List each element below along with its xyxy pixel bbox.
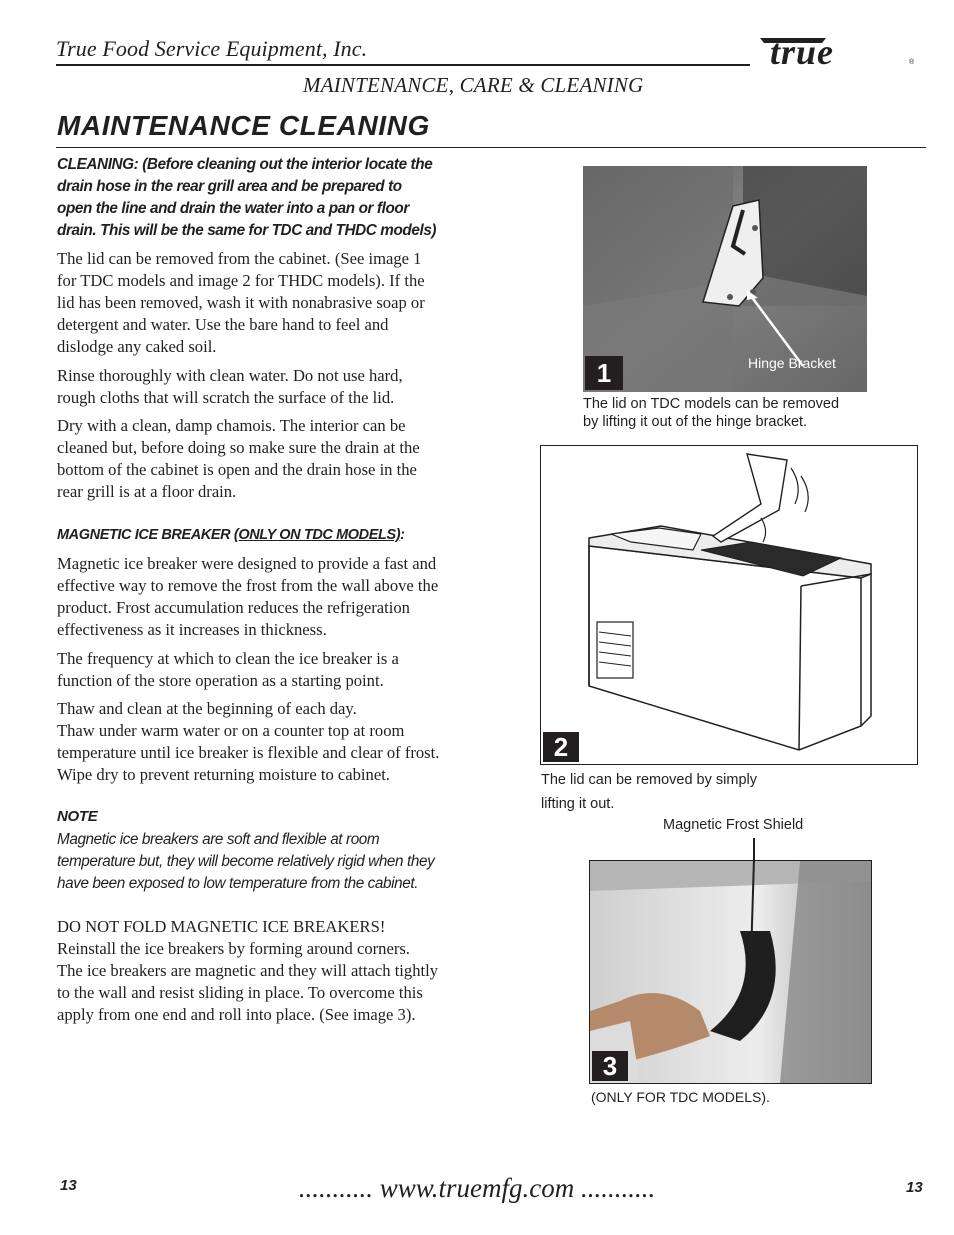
page-number-right: 13	[906, 1179, 923, 1196]
text-line: temperature but, they will become relatively rigid when they	[57, 853, 435, 870]
figure-1-label: Hinge Bracket	[748, 355, 836, 371]
text-line: The lid on TDC models can be removed	[583, 396, 840, 412]
text-line: Thaw and clean at the beginning of each day.	[57, 699, 357, 718]
text-line: product. Frost accumulation reduces the refrigeration	[57, 598, 410, 617]
figure-1-caption	[583, 395, 839, 431]
text-line: Wipe dry to prevent returning moisture to cabinet.	[57, 765, 390, 784]
text-line: lifting it out.	[541, 796, 615, 812]
cleaning-paragraph-1	[57, 248, 477, 358]
text-line: have been exposed to low temperature from the cabinet.	[57, 875, 419, 892]
text-line: for TDC models and image 2 for THDC models). If the	[57, 271, 425, 290]
text-line: Thaw under warm water or on a counter top at room	[57, 721, 405, 740]
text-line: Magnetic ice breakers are soft and flexible at room	[57, 831, 380, 848]
text-line: by lifting it out of the hinge bracket.	[583, 414, 808, 430]
text-line: Rinse thoroughly with clean water. Do not use hard,	[57, 366, 403, 385]
text-line: The lid can be removed by simply	[541, 772, 757, 788]
cleaning-heading	[57, 154, 477, 242]
ice-breaker-heading-colon: :	[400, 527, 405, 543]
cleaning-paragraph-3	[57, 415, 477, 503]
figure-3-photo	[589, 860, 872, 1084]
text-line: cleaned but, before doing so make sure the drain at the	[57, 438, 420, 457]
figure-3-number: 3	[592, 1051, 628, 1081]
text-line: rear grill is at a floor drain.	[57, 482, 237, 501]
section-subtitle: MAINTENANCE, CARE & CLEANING	[303, 73, 644, 97]
cleaning-paragraph-2	[57, 365, 477, 409]
text-line: The lid can be removed from the cabinet. (See image 1	[57, 249, 422, 268]
text-line: drain hose in the rear grill area and be prepared to	[57, 178, 402, 195]
text-line: CLEANING: (Before cleaning out the interior locate the	[57, 156, 433, 173]
ice-breaker-paragraph-2	[57, 648, 477, 692]
text-line: DO NOT FOLD MAGNETIC ICE BREAKERS!	[57, 917, 386, 936]
figure-1-photo	[583, 166, 867, 392]
note-body	[57, 829, 487, 895]
text-line: drain. This will be the same for TDC and THDC models)	[57, 222, 437, 239]
text-line: lid has been removed, wash it with nonabrasive soap or	[57, 293, 425, 312]
svg-text:®: ®	[909, 59, 915, 66]
text-line: bottom of the cabinet is open and the drain hose in the	[57, 460, 417, 479]
ice-breaker-heading-underlined: (ONLY ON TDC MODELS)	[233, 527, 401, 543]
company-name: True Food Service Equipment, Inc.	[56, 36, 368, 61]
final-paragraph	[57, 916, 487, 1026]
header-rule	[56, 64, 750, 66]
text-line: Dry with a clean, damp chamois. The interior can be	[57, 416, 406, 435]
ice-breaker-paragraph-1	[57, 553, 477, 641]
figure-3-caption: (ONLY FOR TDC MODELS).	[591, 1089, 770, 1105]
page-title: MAINTENANCE CLEANING	[57, 110, 430, 141]
figure-3-label: Magnetic Frost Shield	[663, 817, 804, 833]
text-line: detergent and water. Use the bare hand to feel and	[57, 315, 389, 334]
text-line: The ice breakers are magnetic and they will attach tightly	[57, 961, 439, 980]
page-number-left: 13	[60, 1177, 77, 1194]
text-line: rough cloths that will scratch the surface of the lid.	[57, 388, 395, 407]
text-line: temperature until ice breaker is flexible and clear of frost.	[57, 743, 440, 762]
text-line: dislodge any caked soil.	[57, 337, 217, 356]
figure-1-number: 1	[585, 356, 623, 390]
footer-url[interactable]: ........... www.truemfg.com ...........	[298, 1173, 656, 1203]
figure-2-number: 2	[543, 732, 579, 762]
ice-breaker-paragraph-3	[57, 698, 477, 786]
true-logo	[752, 30, 918, 72]
text-line: open the line and drain the water into a pan or floor	[57, 200, 409, 217]
figure-2-illustration	[540, 445, 918, 765]
text-line: effectiveness as it increases in thickness.	[57, 620, 327, 639]
text-line: The frequency at which to clean the ice breaker is a	[57, 649, 399, 668]
text-line: apply from one end and roll into place. (See image 3).	[57, 1005, 416, 1024]
text-line: Magnetic ice breaker were designed to provide a fast and	[57, 554, 437, 573]
figure-2-caption	[541, 768, 757, 816]
text-line: to the wall and resist sliding in place. To overcome this	[57, 983, 423, 1002]
ice-breaker-heading	[57, 524, 477, 546]
title-rule	[56, 147, 926, 148]
note-heading: NOTE	[57, 808, 98, 825]
text-line: Reinstall the ice breakers by forming around corners.	[57, 939, 410, 958]
ice-breaker-heading-text: MAGNETIC ICE BREAKER	[57, 527, 234, 543]
figure-3-pointer	[753, 838, 755, 862]
text-line: effective way to remove the frost from the wall above the	[57, 576, 439, 595]
svg-text:true: true	[770, 32, 835, 72]
text-line: function of the store operation as a starting point.	[57, 671, 384, 690]
